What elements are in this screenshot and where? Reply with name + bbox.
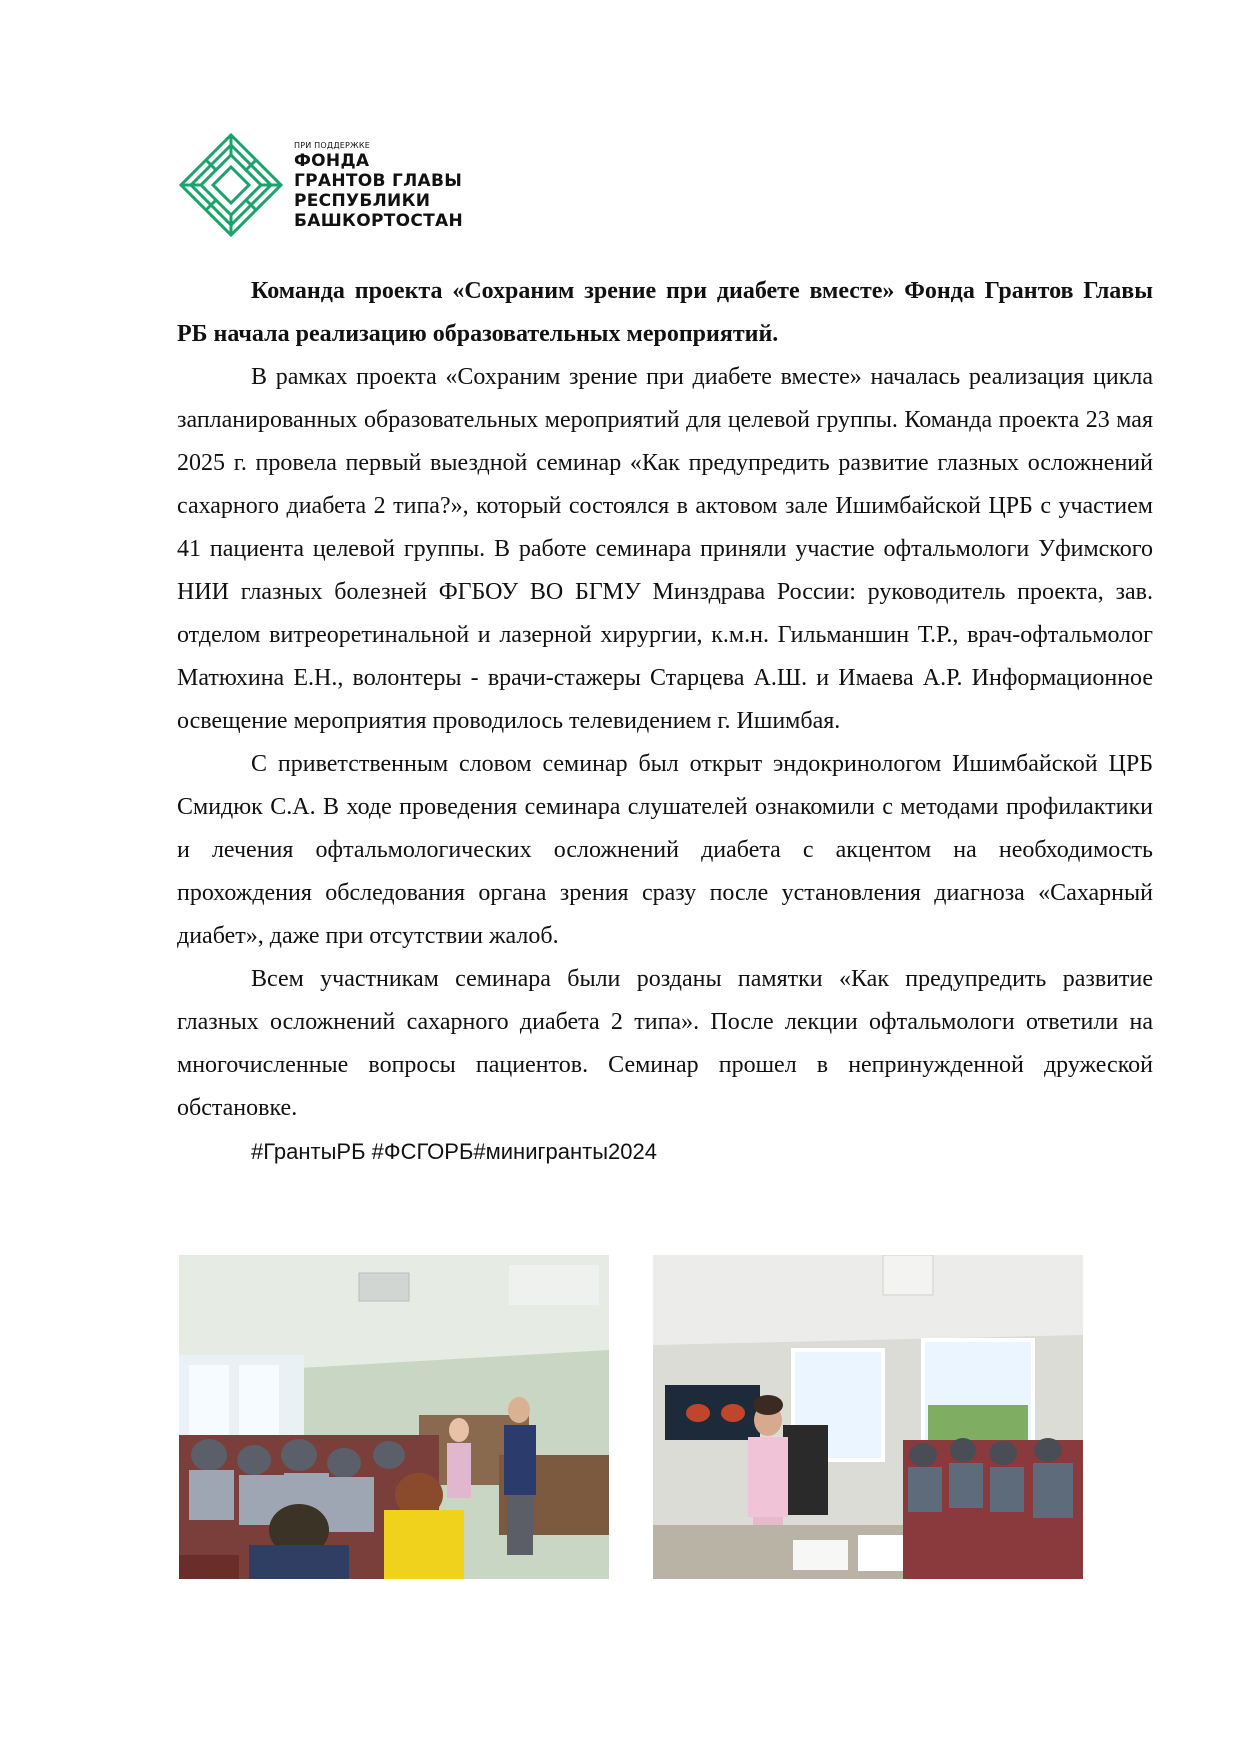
logo-line: БАШКОРТОСТАН — [294, 211, 464, 231]
seminar-photo-speaker — [653, 1255, 1083, 1579]
article-body — [177, 270, 1153, 1173]
logo-line: ФОНДА — [294, 151, 370, 171]
logo-line: ГРАНТОВ ГЛАВЫ — [294, 171, 463, 191]
seminar-photo-audience — [179, 1255, 609, 1579]
article-title: Команда проекта «Сохраним зрение при диабете вместе» Фонда Грантов Главы РБ начала реализацию образовательных мероприятий. — [177, 278, 1153, 347]
article-paragraph: С приветственным словом семинар был открыт эндокринологом Ишимбайской ЦРБ Смидюк С.А. В ходе проведения семинара слушателей ознакомили с методами профилактики и лечения офтальмологических осложнений диабета с акцентом на необходимость прохождения обследования органа зрения сразу после установления диагноза «Сахарный диабет», даже при отсутствии жалоб. — [177, 751, 1153, 949]
article-paragraph: В рамках проекта «Сохраним зрение при диабете вместе» началась реализация цикла запланированных образовательных мероприятий для целевой группы. Команда проекта 23 мая 2025 г. провела первый выездной семинар «Как предупредить развитие глазных осложнений сахарного диабета 2 типа?», который состоялся в актовом зале Ишимбайской ЦРБ с участием 41 пациента целевой группы. В работе семинара приняли участие офтальмологи Уфимского НИИ глазных болезней ФГБОУ ВО БГМУ Минздрава России: руководитель проекта, зав. отделом витреоретинальной и лазерной хирургии, к.м.н. Гильманшин Т.Р., врач-офтальмолог Матюхина Е.Н., волонтеры - врачи-стажеры Старцева А.Ш. и Имаева А.Р. Информационное освещение мероприятия проводилось телевидением г. Ишимбая. — [177, 364, 1153, 734]
article-paragraph: Всем участникам семинара были розданы памятки «Как предупредить развитие глазных осложнений сахарного диабета 2 типа». После лекции офтальмологи ответили на многочисленные вопросы пациентов. Семинар прошел в непринужденной дружеской обстановке. — [177, 966, 1153, 1121]
logo-line: РЕСПУБЛИКИ — [294, 191, 431, 211]
logo-caption: ПРИ ПОДДЕРЖКЕ — [294, 141, 371, 150]
foundation-logo — [178, 132, 498, 244]
logo-wordmark — [294, 140, 463, 231]
hashtags: #ГрантыРБ #ФСГОРБ#минигранты2024 — [251, 1139, 657, 1164]
ornament-logo-icon — [178, 132, 284, 238]
